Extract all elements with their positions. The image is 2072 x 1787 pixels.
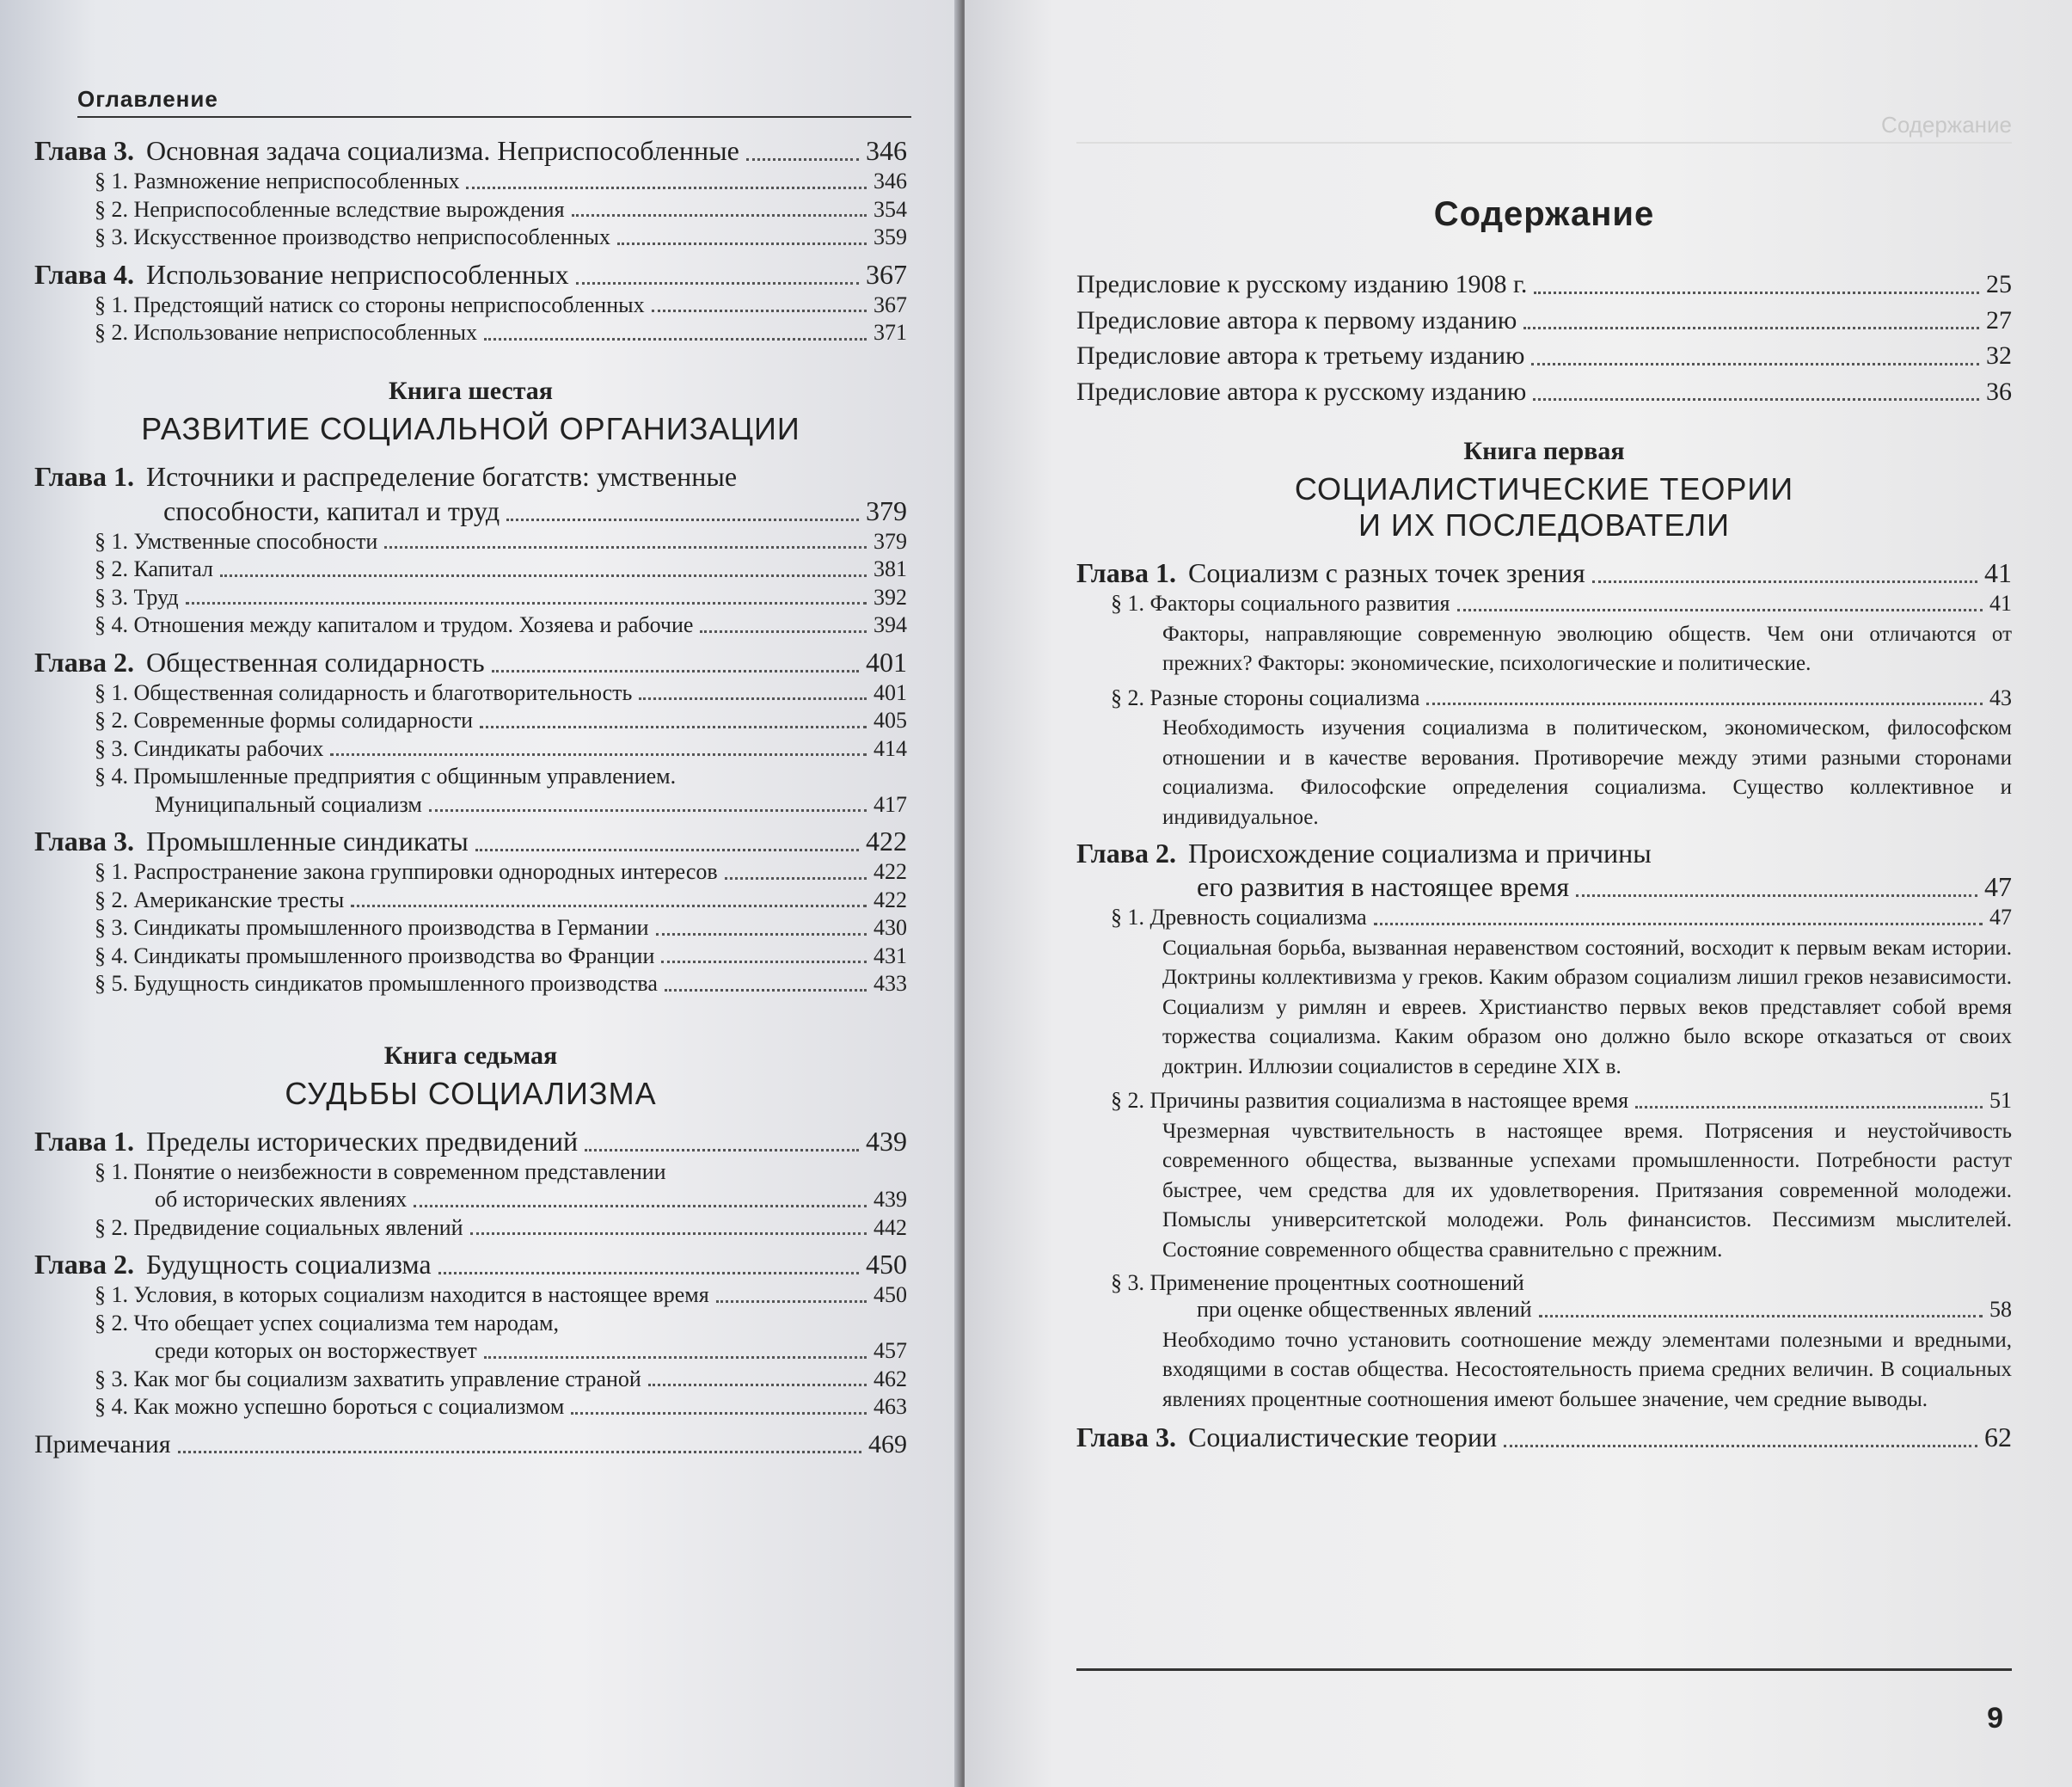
leader-dots	[700, 630, 867, 633]
leader-dots	[475, 849, 859, 851]
page-ref: 422	[874, 887, 907, 912]
section-row	[1076, 904, 2012, 932]
page-ref: 367	[866, 258, 907, 290]
section-row	[34, 1158, 907, 1187]
section-row	[1076, 1087, 2012, 1115]
entry-title: § 2. Капитал	[95, 556, 213, 581]
leader-dots	[665, 989, 867, 992]
section-row	[34, 914, 907, 943]
entry-title: § 3. Как мог бы социализм захватить управление страной	[95, 1366, 641, 1391]
page-ref: 457	[874, 1338, 907, 1363]
page-ref: 381	[874, 556, 907, 581]
book-heading: Книга седьмая	[383, 1041, 558, 1070]
section-row	[34, 707, 907, 735]
chapter-title-cont: его развития в настоящее время	[1197, 871, 1570, 902]
preface-row	[1076, 304, 2012, 337]
section-row	[34, 168, 907, 196]
section-row	[34, 1366, 907, 1394]
page-ref: 379	[866, 494, 907, 526]
section-summary: Необходимо точно установить соотношение между элементами полезными и вредными, входящими в состав общества. Несостоятельность приема средних величин. В социальных явлениях процентные соотношения имеют большее значение, чем средние выводы.	[1162, 1328, 2012, 1411]
section-title: § 2. Разные стороны социализма	[1111, 685, 1420, 710]
page-ref: 414	[874, 735, 907, 761]
entry-title: § 3. Синдикаты рабочих	[95, 735, 324, 761]
page-ref: 462	[874, 1366, 907, 1391]
section-row	[34, 224, 907, 252]
leader-dots	[480, 726, 867, 728]
section-row	[34, 319, 907, 347]
chapter-title: Социализм с разных точек зрения	[1187, 557, 1585, 588]
leader-dots	[571, 1412, 867, 1415]
chapter-title: Источники и распределение богатств: умственные	[145, 460, 738, 492]
leader-dots	[652, 310, 867, 312]
leader-dots	[639, 697, 867, 700]
notes-row	[34, 1428, 907, 1461]
entry-title: § 4. Отношения между капиталом и трудом. Хозяева и рабочие	[95, 612, 694, 637]
entry-title: § 5. Будущность синдикатов промышленного производства	[95, 971, 658, 996]
leader-dots	[178, 1451, 861, 1453]
entry-title: § 1. Условия, в которых социализм находится в настоящее время	[95, 1282, 709, 1307]
section-row-cont	[34, 1337, 907, 1366]
leader-dots	[572, 214, 867, 217]
entry-title: § 2. Современные формы солидарности	[95, 708, 474, 733]
chapter-row	[34, 1247, 907, 1281]
chapter-row-cont	[1076, 869, 2012, 904]
entry-title: об исторических явлениях	[155, 1187, 408, 1212]
section-title: § 1. Факторы социального развития	[1111, 591, 1450, 616]
leader-dots	[648, 1384, 867, 1386]
entry-title: § 1. Распространение закона группировки однородных интересов	[95, 859, 718, 884]
page-ref: 47	[1984, 871, 2012, 902]
chapter-row	[34, 645, 907, 679]
chapter-row-cont	[34, 494, 907, 528]
leader-dots	[438, 1272, 859, 1274]
leader-dots	[186, 602, 867, 605]
book-title: РАЗВИТИЕ СОЦИАЛЬНОЙ ОРГАНИЗАЦИИ	[141, 410, 800, 446]
chapter-label: Глава 3.	[1076, 1422, 1176, 1452]
page-ref: 433	[874, 971, 907, 996]
page-ref: 47	[1989, 905, 2012, 930]
running-header-left: Оглавление	[77, 86, 911, 118]
chapter-title: Основная задача социализма. Неприспособленные	[145, 135, 739, 166]
section-row	[34, 528, 907, 556]
chapter-title: Использование неприспособленных	[145, 258, 569, 290]
entry-title: Муниципальный социализм	[155, 791, 422, 817]
chapter-row	[1076, 556, 2012, 590]
entry-title: § 3. Синдикаты промышленного производства в Германии	[95, 915, 649, 940]
leader-dots	[656, 933, 867, 936]
section-row	[34, 735, 907, 764]
section-row	[1076, 685, 2012, 713]
page-ref: 431	[874, 943, 907, 968]
page-ref: 32	[1986, 341, 2012, 370]
page-ref: 405	[874, 708, 907, 733]
section-summary: Социальная борьба, вызванная неравенством состояний, восходит к первым векам истории. Доктрины коллективизма у греков. Каким образом социализм лишил греков независимости. Социализм у римлян и евреев. Христианство первых веков представляет собой время торжества социализма. Каким образом оно должно было вскоре отказаться от своих доктрин. Иллюзии социалистов в середине XIX в.	[1162, 936, 2012, 1078]
leader-dots	[506, 519, 859, 521]
page-ref: 371	[874, 320, 907, 345]
page-ref: 346	[874, 169, 907, 193]
page-ref: 51	[1989, 1088, 2012, 1113]
page-ref: 359	[874, 224, 907, 249]
chapter-title: Социалистические теории	[1187, 1422, 1498, 1452]
chapter-label: Глава 3.	[34, 826, 134, 857]
book-heading: Книга шестая	[388, 376, 554, 405]
section-summary: Чрезмерная чувствительность в настоящее время. Потрясения и неустойчивость современного общества, вызванные успехами промышленности. Потребности растут быстрее, чем средства для их удовлетворения. Притязания современной молодежи. Помыслы университетской молодежи. Роль финансистов. Пессимизм мыслителей. Состояние современного общества сравнительно с прежним.	[1162, 1119, 2012, 1262]
section-row	[1076, 590, 2012, 618]
entry-title: § 1. Умственные способности	[95, 528, 378, 554]
toc-left-top	[34, 133, 907, 347]
page-ref: 43	[1989, 685, 2012, 710]
section-summary: Факторы, направляющие современную эволюцию обществ. Чем они отличаются от прежних? Факторы: экономические, психологические и политические.	[1162, 622, 2012, 675]
page-ref: 25	[1986, 270, 2012, 298]
entry-title: § 1. Предстоящий натиск со стороны неприспособленных	[95, 292, 645, 317]
section-row	[34, 556, 907, 584]
entry-title: § 2. Американские тресты	[95, 887, 345, 912]
chapter-row	[1076, 1420, 2012, 1454]
chapter-row	[34, 824, 907, 858]
chapter-title: Промышленные синдикаты	[145, 826, 469, 857]
leader-dots	[220, 574, 867, 577]
section-title: § 1. Древность социализма	[1111, 905, 1367, 930]
footer-rule	[1076, 1668, 2012, 1671]
entry-title: § 2. Предвидение социальных явлений	[95, 1214, 463, 1240]
entry-title: Примечания	[34, 1429, 171, 1458]
page-ref: 62	[1984, 1422, 2012, 1452]
section-row	[34, 292, 907, 320]
chapter-label: Глава 2.	[34, 646, 134, 678]
page-ref: 58	[1989, 1297, 2012, 1322]
chapter-title: Будущность социализма	[145, 1249, 432, 1280]
leader-dots	[384, 546, 867, 549]
entry-title: § 4. Синдикаты промышленного производства во Франции	[95, 943, 655, 968]
page-ref: 379	[874, 528, 907, 554]
page-ref: 346	[866, 135, 907, 166]
preface-title: Предисловие автора к третьему изданию	[1076, 341, 1525, 370]
preface-title: Предисловие автора к первому изданию	[1076, 305, 1517, 335]
entry-title: § 1. Понятие о неизбежности в современном представлении	[95, 1158, 666, 1184]
chapter-title: Происхождение социализма и причины	[1187, 838, 1652, 869]
entry-title: § 1. Общественная солидарность и благотворительность	[95, 679, 633, 705]
section-row	[34, 679, 907, 708]
page-number: 9	[1987, 1702, 2003, 1735]
chapter-label: Глава 1.	[1076, 557, 1176, 588]
section-row-cont	[34, 791, 907, 820]
entry-title: § 2. Использование неприспособленных	[95, 320, 477, 345]
left-page	[0, 0, 959, 1787]
section-row	[34, 611, 907, 640]
toc-title: Содержание	[1433, 195, 1655, 233]
book-heading: Книга первая	[1463, 437, 1625, 465]
section-row: § 3. Применение процентных соотношений	[1111, 1270, 1524, 1295]
page-ref: 417	[874, 791, 907, 817]
leader-dots	[351, 905, 867, 907]
leader-dots	[1523, 327, 1979, 329]
page-ref: 394	[874, 612, 907, 637]
page-ref: 439	[866, 1125, 907, 1157]
leader-dots	[746, 158, 859, 161]
entry-title: § 4. Промышленные предприятия с общинным управлением.	[95, 764, 677, 789]
page-ref: 392	[874, 584, 907, 610]
book-title-line1: СОЦИАЛИСТИЧЕСКИЕ ТЕОРИИ	[1294, 471, 1794, 507]
entry-title: § 2. Неприспособленные вследствие вырождения	[95, 196, 565, 222]
prefaces-list	[1076, 268, 2012, 408]
leader-dots	[414, 1205, 867, 1207]
leader-dots	[1531, 363, 1979, 365]
page-ref: 401	[874, 679, 907, 705]
leader-dots	[1533, 398, 1979, 401]
chapter-row	[34, 257, 907, 292]
entry-title: § 1. Размножение неприспособленных	[95, 169, 460, 193]
right-page	[965, 0, 2072, 1787]
section-row	[34, 943, 907, 971]
toc-book7	[34, 1124, 907, 1461]
section-row	[34, 196, 907, 224]
chapter-label: Глава 4.	[34, 258, 134, 290]
page-ref: 401	[866, 646, 907, 678]
entry-title: § 3. Искусственное производство неприспособленных	[95, 224, 610, 249]
leader-dots	[330, 753, 867, 756]
entry-title: § 3. Труд	[95, 584, 179, 610]
entry-title: § 2. Что обещает успех социализма тем народам,	[95, 1310, 559, 1336]
page-ref: 27	[1986, 305, 2012, 335]
page-ref: 430	[874, 915, 907, 940]
section-row	[34, 887, 907, 915]
leader-dots	[725, 877, 867, 880]
chapter-label: Глава 2.	[34, 1249, 134, 1280]
page-ref: 422	[866, 826, 907, 857]
chapter-label: Глава 2.	[1076, 838, 1176, 869]
leader-dots	[716, 1300, 867, 1303]
page-ref: 41	[1989, 591, 2012, 616]
toc-book6	[34, 459, 907, 998]
leader-dots	[1534, 292, 1979, 294]
page-ref: 36	[1986, 377, 2012, 406]
entry-title: способности, капитал и труд	[163, 494, 500, 526]
page-ref: 367	[874, 292, 907, 317]
page-ref: 439	[874, 1187, 907, 1212]
preface-row	[1076, 268, 2012, 301]
leader-dots	[470, 1232, 867, 1235]
book-title: СУДЬБЫ СОЦИАЛИЗМА	[285, 1075, 657, 1111]
section-row-cont	[34, 1186, 907, 1214]
section-row	[34, 1281, 907, 1310]
page-ref: 450	[874, 1282, 907, 1307]
section-row	[34, 858, 907, 887]
page-ref: 422	[874, 859, 907, 884]
chapter-row	[1076, 838, 2012, 869]
section-row	[34, 1393, 907, 1422]
section-row	[34, 584, 907, 612]
page-ref: 354	[874, 196, 907, 222]
page-ref: 463	[874, 1394, 907, 1419]
chapter-title: Пределы исторических предвидений	[145, 1125, 579, 1157]
chapter-row	[34, 133, 907, 168]
chapter-title: Общественная солидарность	[145, 646, 485, 678]
entry-title: § 4. Как можно успешно бороться с социализмом	[95, 1394, 565, 1419]
chapter-row	[34, 459, 907, 494]
leader-dots	[484, 1356, 867, 1359]
leader-dots	[492, 670, 859, 672]
chapter-row	[34, 1124, 907, 1158]
section-row	[34, 1214, 907, 1243]
section-row	[34, 763, 907, 791]
leader-dots	[484, 338, 867, 341]
preface-row	[1076, 340, 2012, 372]
page-ref: 450	[866, 1249, 907, 1280]
leader-dots	[576, 282, 859, 285]
leader-dots	[617, 243, 867, 245]
entry-title: среди которых он восторжествует	[155, 1338, 477, 1363]
section-summary: Необходимость изучения социализма в политическом, экономическом, философском отношении и в качестве верования. Противоречие между этими разными сторонами социализма. Философские определения социализма. Существо коллективное и индивидуальное.	[1162, 716, 2012, 829]
chapter-label: Глава 1.	[34, 460, 134, 492]
section-row	[34, 970, 907, 998]
book-title-line2: И ИХ ПОСЛЕДОВАТЕЛИ	[1358, 507, 1730, 543]
page-ref: 41	[1984, 557, 2012, 588]
section-row	[34, 1310, 907, 1338]
preface-title: Предисловие к русскому изданию 1908 г.	[1076, 270, 1528, 298]
leader-dots	[585, 1149, 859, 1151]
page-ref: 469	[868, 1429, 907, 1458]
chapter-label: Глава 1.	[34, 1125, 134, 1157]
page-ref: 442	[874, 1214, 907, 1240]
leader-dots	[661, 961, 867, 963]
leader-dots	[429, 809, 867, 812]
preface-row	[1076, 376, 2012, 408]
section-title-cont: при оценке общественных явлений	[1197, 1297, 1532, 1322]
running-header-right: Содержание	[1076, 112, 2012, 144]
section-row-cont	[1076, 1296, 2012, 1324]
section-title: § 2. Причины развития социализма в настоящее время	[1111, 1088, 1629, 1113]
leader-dots	[466, 187, 867, 189]
preface-title: Предисловие автора к русскому изданию	[1076, 377, 1527, 406]
chapter-label: Глава 3.	[34, 135, 134, 166]
